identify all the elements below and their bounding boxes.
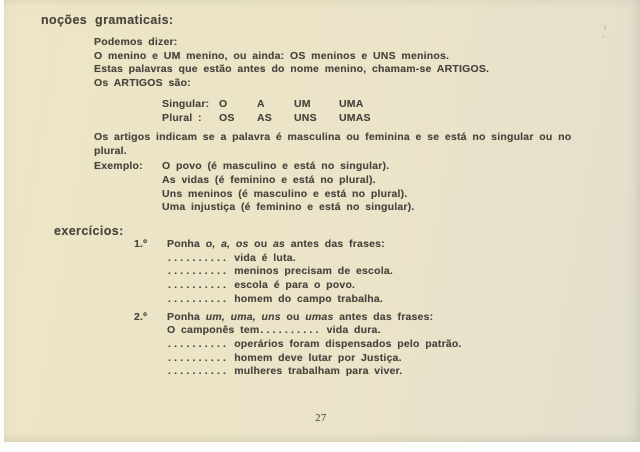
row-label: Plural :: [162, 111, 202, 124]
fill-in-blank-line: [167, 365, 601, 379]
intro-line: Estas palavras que estão antes do nome menino, chamam-se ARTIGOS.: [94, 63, 490, 76]
example-label: Exemplo:: [94, 160, 143, 173]
fill-in-blank-line: [167, 338, 601, 352]
example-line: As vidas (é feminino e está no plural).: [162, 173, 376, 186]
intro-line: Podemos dizer:: [94, 36, 178, 48]
article-cell: UNS: [294, 111, 317, 124]
articles-table: [162, 97, 601, 125]
article-cell: UMA: [339, 97, 364, 110]
exercise-2: [41, 311, 601, 380]
example-line: Uns meninos (é masculino e está no plural).: [162, 187, 408, 200]
instruction-articles-italic: o, a, os: [205, 238, 249, 251]
fill-in-blank-line: [167, 279, 601, 293]
intro-line: O menino e UM menino, ou ainda: OS meninos e UNS meninos.: [94, 49, 450, 62]
instruction-text: antes das frases:: [290, 238, 385, 251]
blank-dots: ..........: [168, 351, 230, 364]
line-text: vida dura.: [326, 324, 381, 337]
blank-dots: ..........: [260, 324, 322, 337]
line-prefix: O camponês tem: [167, 324, 260, 337]
page-paper: [4, 0, 640, 442]
scan-speck: [604, 25, 606, 30]
section-heading-exercises: exercícios:: [54, 224, 124, 239]
line-text: meninos precisam de escola.: [234, 265, 393, 278]
article-cell: OS: [219, 111, 235, 124]
grammar-note: [94, 131, 601, 158]
exercise-2-instruction: [134, 311, 601, 325]
instruction-text: Ponha: [167, 238, 201, 251]
instruction-text: Ponha: [167, 310, 201, 323]
line-text: homem do campo trabalha.: [234, 292, 384, 305]
articles-row-plural: [162, 111, 601, 125]
page-content: [4, 0, 640, 424]
note-line: Os artigos indicam se a palavra é masculina ou feminina e se está no singular ou no: [94, 130, 572, 143]
example-block: [94, 160, 601, 215]
line-text: mulheres trabalham para viver.: [234, 365, 403, 378]
fill-in-blank-line: [167, 252, 601, 266]
fill-in-blank-line: [167, 352, 601, 366]
blank-dots: ..........: [168, 265, 230, 278]
row-label: Singular:: [162, 97, 210, 110]
instruction-articles-italic: um, uma, uns: [205, 310, 281, 323]
article-cell: UM: [294, 97, 311, 110]
line-text: vida é luta.: [234, 251, 296, 264]
exercise-number: 1.º: [134, 238, 148, 251]
blank-dots: ..........: [168, 251, 230, 264]
line-text: homem deve lutar por Justiça.: [234, 351, 402, 364]
fill-in-blank-line: [167, 265, 601, 279]
article-cell: O: [219, 97, 228, 110]
note-line: plural.: [94, 144, 127, 157]
instruction-text: antes das frases:: [339, 310, 434, 323]
instruction-articles-italic: as: [272, 238, 286, 251]
intro-line: Os ARTIGOS são:: [94, 77, 191, 90]
fill-in-blank-line: [167, 293, 601, 307]
exercise-number: 2.º: [134, 310, 148, 323]
line-text: operários foram dispensados pelo patrão.: [234, 337, 462, 350]
section-heading-grammar: noções gramaticais:: [41, 13, 174, 27]
article-cell: A: [257, 97, 265, 110]
grammar-intro: [94, 36, 601, 91]
blank-dots: ..........: [168, 337, 230, 350]
instruction-text: ou: [254, 238, 268, 251]
example-line: Uma injustiça (é feminino e está no singular).: [162, 201, 415, 214]
blank-dots: ..........: [168, 365, 230, 378]
example-first-row: [94, 160, 601, 174]
blank-dots: ..........: [168, 279, 230, 292]
blank-dots: ..........: [168, 292, 230, 305]
scan-speck: [602, 36, 604, 38]
instruction-text: ou: [286, 310, 300, 323]
instruction-articles-italic: umas: [305, 310, 334, 323]
line-text: escola é para o povo.: [234, 279, 356, 292]
article-cell: AS: [257, 111, 272, 124]
exercise-1: [41, 238, 601, 307]
fill-in-blank-line: [167, 324, 601, 338]
articles-row-singular: [162, 97, 601, 111]
article-cell: UMAS: [339, 111, 371, 124]
page-number: 27: [315, 413, 327, 425]
example-line: O povo (é masculino e está no singular).: [162, 160, 390, 173]
exercise-1-instruction: [134, 238, 601, 252]
